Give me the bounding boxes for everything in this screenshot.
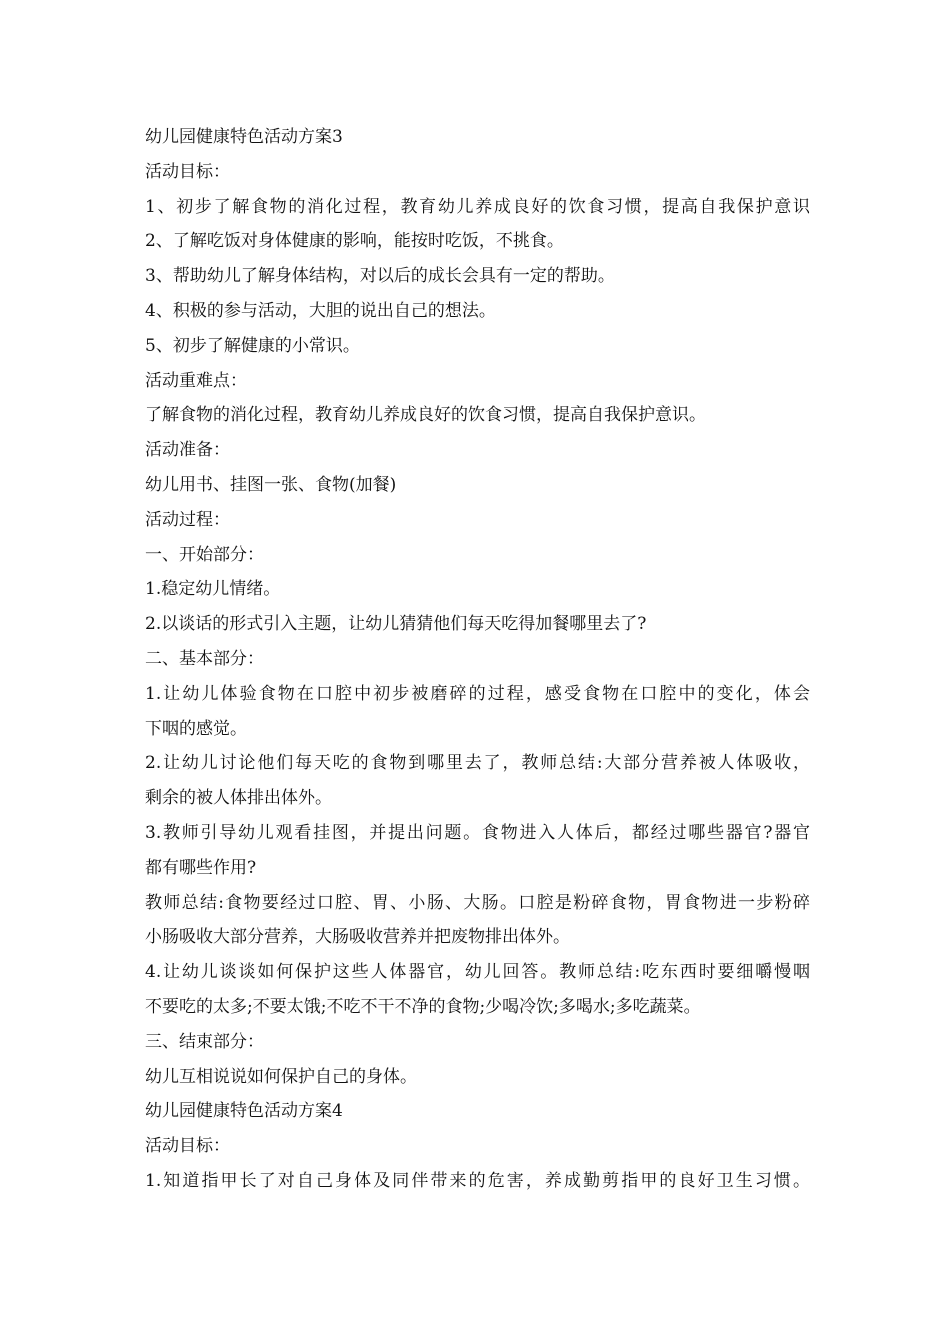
heading-part-two: 二、基本部分： bbox=[145, 648, 264, 669]
heading-activity-goals: 活动目标： bbox=[145, 161, 230, 182]
key-points-text: 了解食物的消化过程，教育幼儿养成良好的饮食习惯，提高自我保护意识。 bbox=[145, 405, 706, 426]
preparation-text: 幼儿用书、挂图一张、食物(加餐) bbox=[145, 474, 397, 495]
part-two-item-1-line-2: 下咽的感觉。 bbox=[145, 718, 247, 739]
teacher-summary-line-2: 小肠吸收大部分营养，大肠吸收营养并把废物排出体外。 bbox=[145, 927, 570, 948]
heading-key-points: 活动重难点： bbox=[145, 370, 247, 391]
heading-preparation: 活动准备： bbox=[145, 440, 230, 461]
goal-item-2: 2、了解吃饭对身体健康的影响，能按时吃饭，不挑食。 bbox=[145, 231, 564, 252]
goal-item-3: 3、帮助幼儿了解身体结构，对以后的成长会具有一定的帮助。 bbox=[145, 266, 615, 287]
part-two-item-3-line-1: 3.教师引导幼儿观看挂图，并提出问题。食物进入人体后，都经过哪些器官?器官 bbox=[145, 822, 810, 843]
heading-part-one: 一、开始部分： bbox=[145, 544, 264, 565]
part-two-item-4-line-2: 不要吃的太多;不要太饿;不吃不干不净的食物;少喝冷饮;多喝水;多吃蔬菜。 bbox=[145, 996, 701, 1017]
part-two-item-4-line-1: 4.让幼儿谈谈如何保护这些人体器官，幼儿回答。教师总结:吃东西时要细嚼慢咽 bbox=[145, 962, 810, 983]
heading-part-three: 三、结束部分： bbox=[145, 1031, 264, 1052]
part-two-item-1-line-1: 1.让幼儿体验食物在口腔中初步被磨碎的过程，感受食物在口腔中的变化，体会 bbox=[145, 683, 810, 704]
section-title: 幼儿园健康特色活动方案3 bbox=[145, 127, 343, 147]
goal-item-1: 1、初步了解食物的消化过程，教育幼儿养成良好的饮食习惯，提高自我保护意识 bbox=[145, 196, 810, 217]
part-one-item-1: 1.稳定幼儿情绪。 bbox=[145, 579, 281, 600]
part-one-item-2: 2.以谈话的形式引入主题，让幼儿猜猜他们每天吃得加餐哪里去了? bbox=[145, 614, 647, 635]
teacher-summary-line-1: 教师总结:食物要经过口腔、胃、小肠、大肠。口腔是粉碎食物，胃食物进一步粉碎 bbox=[145, 892, 810, 913]
document-body bbox=[145, 120, 810, 1199]
part-two-item-3-line-2: 都有哪些作用? bbox=[145, 857, 257, 878]
section-title-4: 幼儿园健康特色活动方案4 bbox=[145, 1101, 343, 1122]
part-two-item-2-line-1: 2.让幼儿讨论他们每天吃的食物到哪里去了，教师总结:大部分营养被人体吸收， bbox=[145, 753, 810, 774]
goal-item-4: 4、积极的参与活动，大胆的说出自己的想法。 bbox=[145, 300, 496, 321]
part-two-item-2-line-2: 剩余的被人体排出体外。 bbox=[145, 788, 332, 809]
part-three-text: 幼儿互相说说如何保护自己的身体。 bbox=[145, 1066, 417, 1087]
heading-process: 活动过程： bbox=[145, 509, 230, 530]
goal-item-5: 5、初步了解健康的小常识。 bbox=[145, 335, 360, 356]
heading-activity-goals-4: 活动目标： bbox=[145, 1136, 230, 1157]
goal-4-item-1: 1.知道指甲长了对自己身体及同伴带来的危害，养成勤剪指甲的良好卫生习惯。 bbox=[145, 1170, 810, 1191]
